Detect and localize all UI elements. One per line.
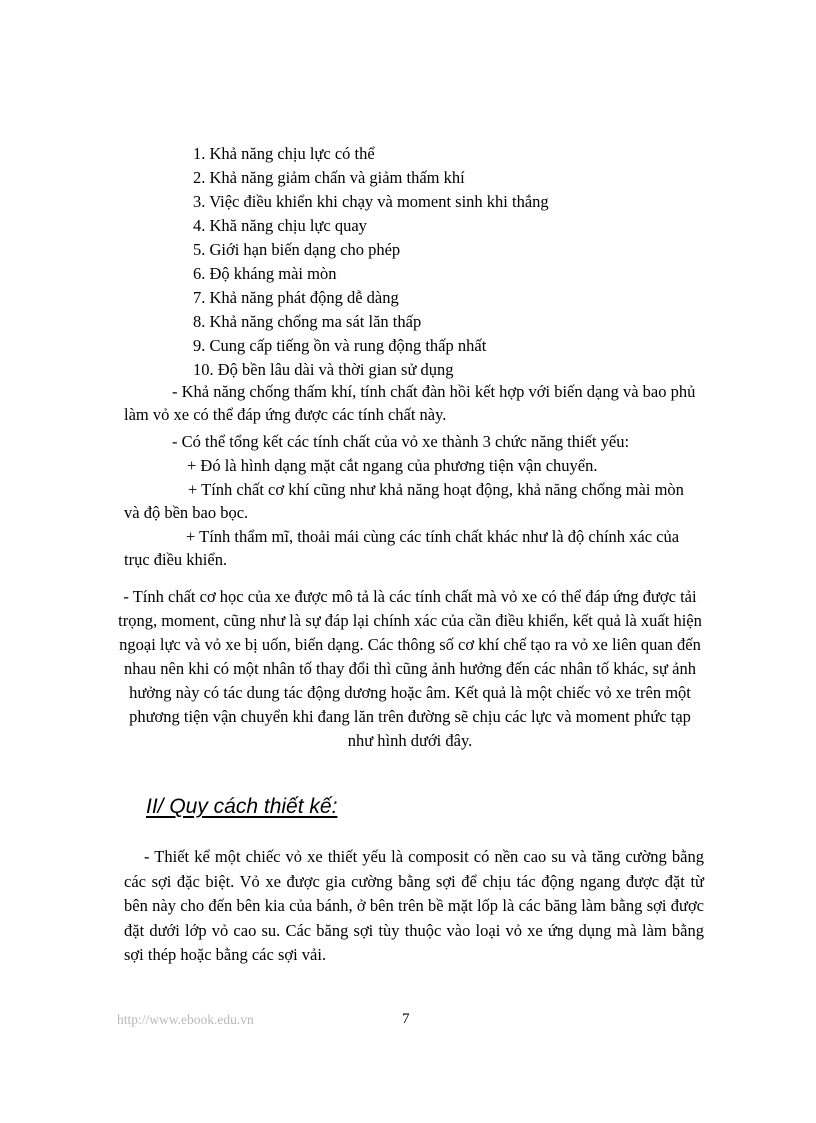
list-item: 2. Khả năng giảm chấn và giảm thấm khí: [193, 168, 465, 187]
list-item: 10. Độ bền lâu dài và thời gian sử dụng: [193, 360, 454, 379]
list-item: 4. Khă năng chịu lực quay: [193, 216, 367, 235]
paragraph-design-spec: - Thiết kể một chiếc vỏ xe thiết yếu là composit có nền cao su và tăng cường bằng các sợi đặc biệt. Vỏ xe được gia cường bằng sợi để chịu tác động ngang được đặt từ bên này cho đến bên kia của bánh, ở bên trên bề mặt lốp là các băng làm bằng sợi được đặt dưới lớp vỏ cao su. Các băng sợi tùy thuộc vào loại vỏ xe ứng dụng mà làm bằng sợi thép hoặc bằng các sợi vải.: [124, 847, 704, 964]
section-heading: II/ Quy cách thiết kế:: [146, 795, 338, 818]
tire-properties-list: [193, 142, 713, 382]
page-number: 7: [402, 1011, 410, 1027]
paragraph-mechanical-properties: - Tính chất cơ học của xe được mô tả là các tính chất mà vỏ xe có thể đáp ứng được tải trọng, moment, cũng như là sự đáp lại chính xác của cần điều khiển, kết quả là xuất hiện ngoại lực và vỏ xe bị uốn, biến dạng. Các thông số cơ khí chế tạo ra vỏ xe liên quan đến nhau nên khi có một nhân tố thay đổi thì cũng ảnh hưởng đến các nhân tố khác, sự ảnh hưởng này có tác dung tác động dương hoặc âm. Kết quả là một chiếc vỏ xe trên một phương tiện vận chuyển khi đang lăn trên đường sẽ chịu các lực và moment phức tạp như hình dưới đây.: [118, 587, 702, 750]
paragraph-function-2: + Tính chất cơ khí cũng như khả năng hoạt động, khả năng chống mài mòn và độ bền bao bọc.: [124, 480, 684, 522]
list-item: 8. Khả năng chống ma sát lăn thấp: [193, 312, 422, 331]
paragraph-function-3: + Tính thẩm mĩ, thoải mái cùng các tính chất khác như là độ chính xác của trục điều khiển.: [124, 527, 680, 569]
list-item: 7. Khả năng phát động dễ dàng: [193, 288, 399, 307]
list-item: 3. Việc điều khiển khi chạy và moment sinh khi thắng: [193, 192, 549, 211]
list-item: 1. Khả năng chịu lực có thể: [193, 144, 375, 163]
footer-url: http://www.ebook.edu.vn: [117, 1012, 254, 1027]
paragraph-air-permeability: - Khả năng chống thấm khí, tính chất đàn hồi kết hợp với biến dạng và bao phủ làm vỏ xe có thể đáp ứng được các tính chất này.: [124, 382, 696, 424]
list-item: 6. Độ kháng mài mòn: [193, 264, 337, 283]
list-item: 5. Giới hạn biến dạng cho phép: [193, 240, 401, 259]
paragraph-summary-intro: - Có thể tổng kết các tính chất của vỏ xe thành 3 chức năng thiết yếu:: [172, 432, 630, 451]
paragraph-function-1: + Đó là hình dạng mặt cắt ngang của phương tiện vận chuyển.: [187, 456, 598, 475]
list-item: 9. Cung cấp tiếng ồn và rung động thấp nhất: [193, 336, 487, 355]
